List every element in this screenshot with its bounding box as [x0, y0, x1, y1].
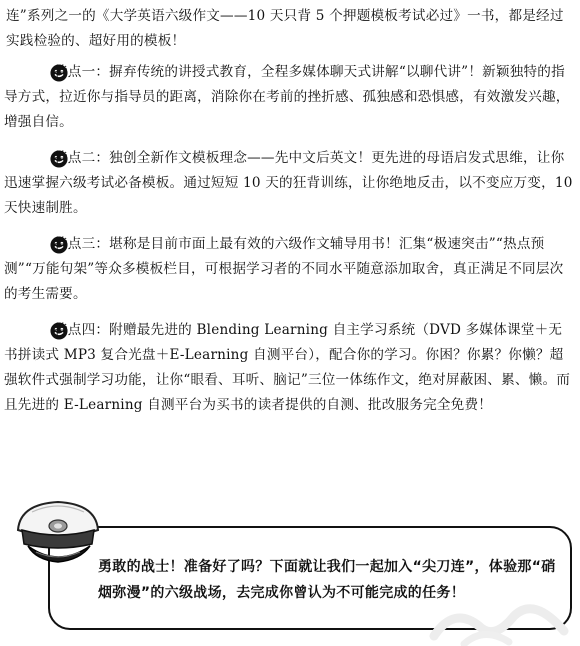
intro-paragraph	[6, 4, 572, 54]
feature-2	[4, 146, 574, 221]
callout-text: 勇敢的战士！准备好了吗？下面就让我们一起加入“尖刀连”，体验那“硝烟弥漫”的六级战场，去完成你曾认为不可能完成的任务！	[98, 559, 556, 601]
brush-watermark-icon	[424, 596, 574, 646]
feature-4	[4, 318, 574, 418]
intro-text: 连”系列之一的《大学英语六级作文——10 天只背 5 个押题模板考试必过》一书，都是经过实践检验的、超好用的模板！	[6, 8, 564, 49]
feature-3	[4, 232, 574, 307]
feature-1-text: 特点一：摒弃传统的讲授式教育，全程多媒体聊天式讲解“以聊代讲”！新颖独特的指导方式，拉近你与指导员的距离，消除你在考前的挫折感、孤独感和恐惧感，有效激发兴趣，增强自信。	[4, 64, 570, 130]
captain-hat-icon	[10, 496, 106, 574]
feature-3-text: 特点三：堪称是目前市面上最有效的六级作文辅导用书！汇集“极速突击”“热点预测”“万能句架”等众多模板栏目，可根据学习者的不同水平随意添加取舍，真正满足不同层次的考生需要。	[4, 236, 564, 302]
feature-1	[4, 60, 574, 135]
feature-2-text: 特点二：独创全新作文模板理念——先中文后英文！更先进的母语启发式思维，让你迅速掌握六级考试必备模板。通过短短 10 天的狂背训练，让你绝地反击，以不变应万变，10 天快速制胜。	[4, 150, 573, 216]
feature-4-text: 特点四：附赠最先进的 Blending Learning 自主学习系统（DVD 多媒体课堂＋无书拼读式 MP3 复合光盘＋E-Learning 自测平台），配合你的学习。你困？你累？你懒？超强软件式强制学习功能，让你“眼看、耳听、脑记”三位一体练作文，绝对屏蔽困、累、懒。而且先进的 E-Learning 自测平台为买书的读者提供的自测、批改服务完全免费！	[4, 322, 571, 413]
